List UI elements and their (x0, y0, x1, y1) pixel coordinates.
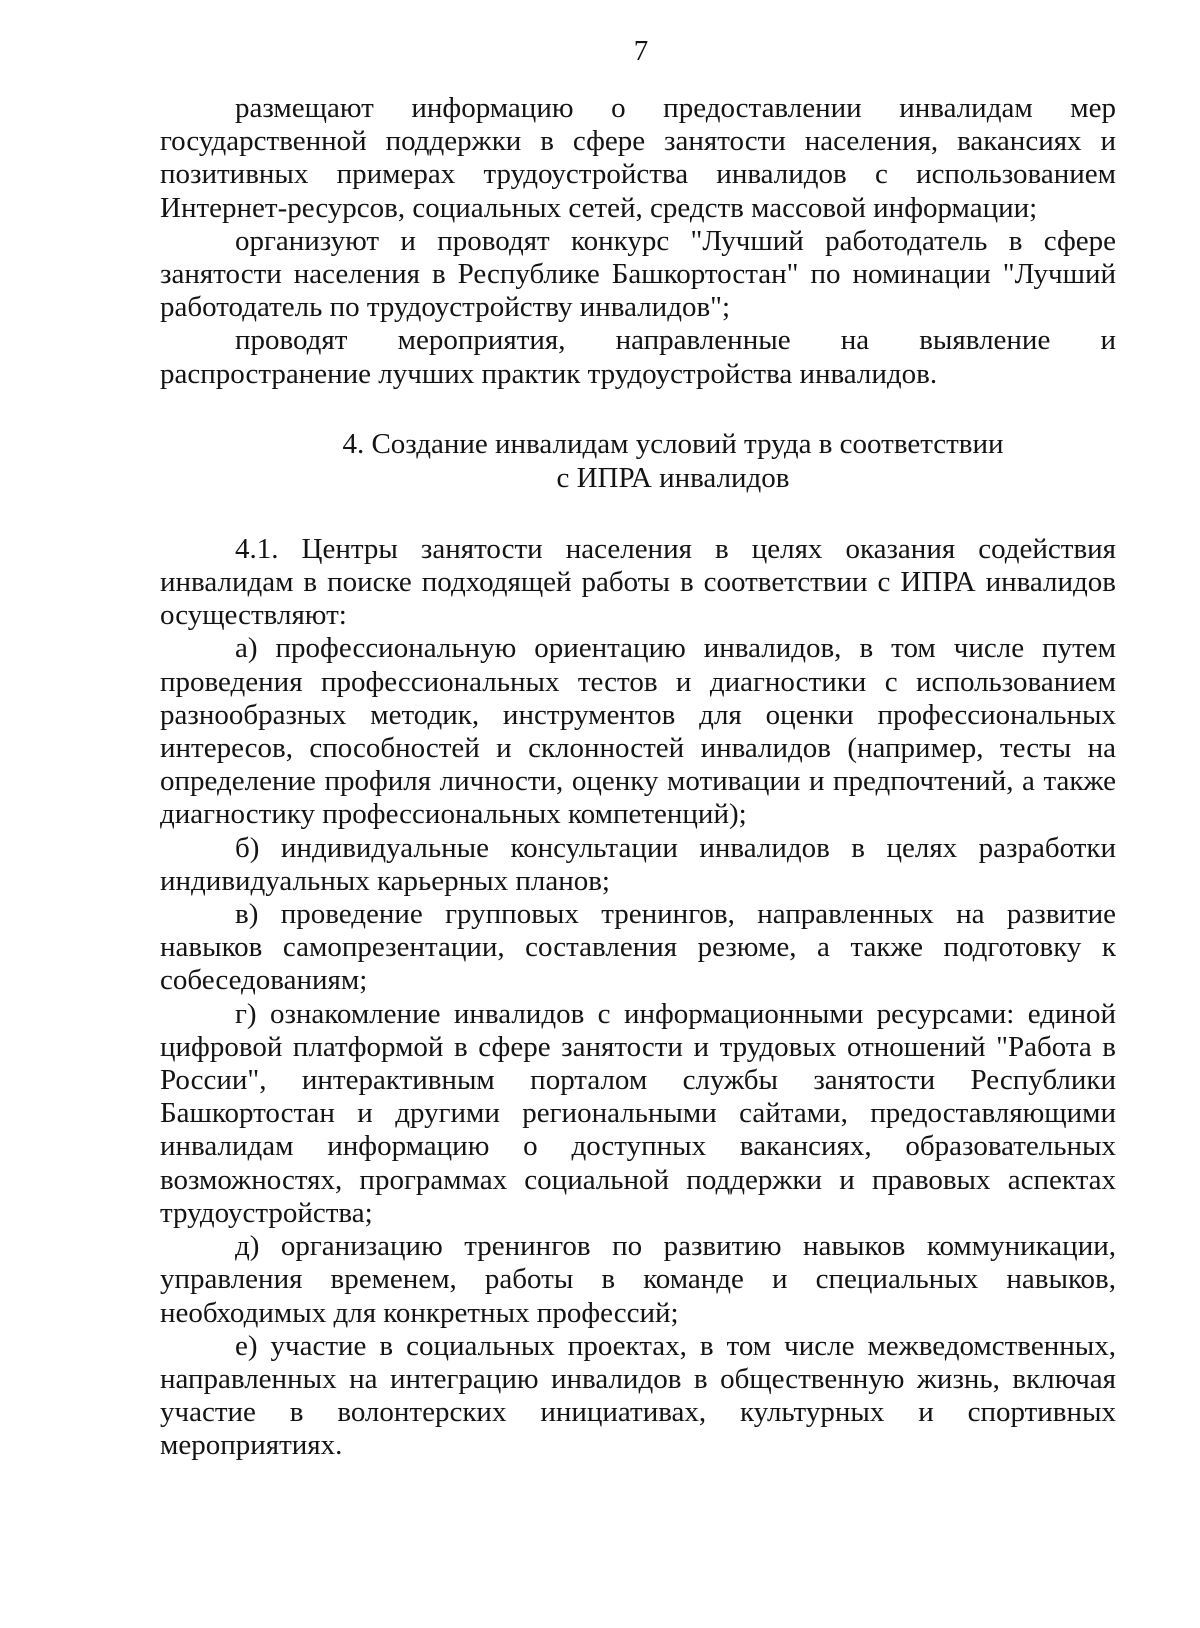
paragraph-item-d: д) организацию тренингов по развитию навыков коммуникации, управления временем, работы в команде и специальных навыков, необходимых для конкретных профессий; (160, 1230, 1116, 1329)
paragraph-item-a: а) профессиональную ориентацию инвалидов, в том числе путем проведения профессиональных тестов и диагностики с использованием разнообразных методик, инструментов для оценки профессиональных интересов, способностей и склонностей инвалидов (например, тесты на определение профиля личности, оценку мотивации и предпочтений, а также диагностику профессиональных компетенций); (160, 632, 1116, 831)
paragraph-best-practices: проводят мероприятия, направленные на выявление и распространение лучших практик трудоустройства инвалидов. (160, 324, 1116, 390)
document-body (160, 92, 1116, 1463)
section-heading-line-1: 4. Создание инвалидам условий труда в соответствии (342, 427, 1004, 460)
paragraph-item-b: б) индивидуальные консультации инвалидов в целях разработки индивидуальных карьерных планов; (160, 831, 1116, 897)
section-heading (160, 427, 1116, 495)
section-heading-line-2: с ИПРА инвалидов (556, 461, 790, 494)
paragraph-4-1-intro: 4.1. Центры занятости населения в целях оказания содействия инвалидам в поиске подходящей работы в соответствии с ИПРА инвалидов осуществляют: (160, 532, 1116, 632)
paragraph-best-employer-contest: организуют и проводят конкурс "Лучший работодатель в сфере занятости населения в Республике Башкортостан" по номинации "Лучший работодатель по трудоустройству инвалидов"; (160, 224, 1116, 324)
paragraph-item-g: г) ознакомление инвалидов с информационными ресурсами: единой цифровой платформой в сфере занятости и трудовых отношений "Работа в России", интерактивным порталом службы занятости Республики Башкортостан и другими региональными сайтами, предоставляющими инвалидам информацию о доступных вакансиях, образовательных возможностях, программах социальной поддержки и правовых аспектах трудоустройства; (160, 997, 1116, 1229)
page-number: 7 (633, 35, 649, 67)
paragraph-item-e: е) участие в социальных проектах, в том числе межведомственных, направленных на интеграцию инвалидов в общественную жизнь, включая участие в волонтерских инициативах, культурных и спортивных мероприятиях. (160, 1329, 1116, 1462)
paragraph-item-v: в) проведение групповых тренингов, направленных на развитие навыков самопрезентации, составления резюме, а также подготовку к собеседованиям; (160, 898, 1116, 997)
paragraph-info-publication: размещают информацию о предоставлении инвалидам мер государственной поддержки в сфере занятости населения, вакансиях и позитивных примерах трудоустройства инвалидов с использованием Интернет-ресурсов, социальных сетей, средств массовой информации; (160, 92, 1116, 224)
